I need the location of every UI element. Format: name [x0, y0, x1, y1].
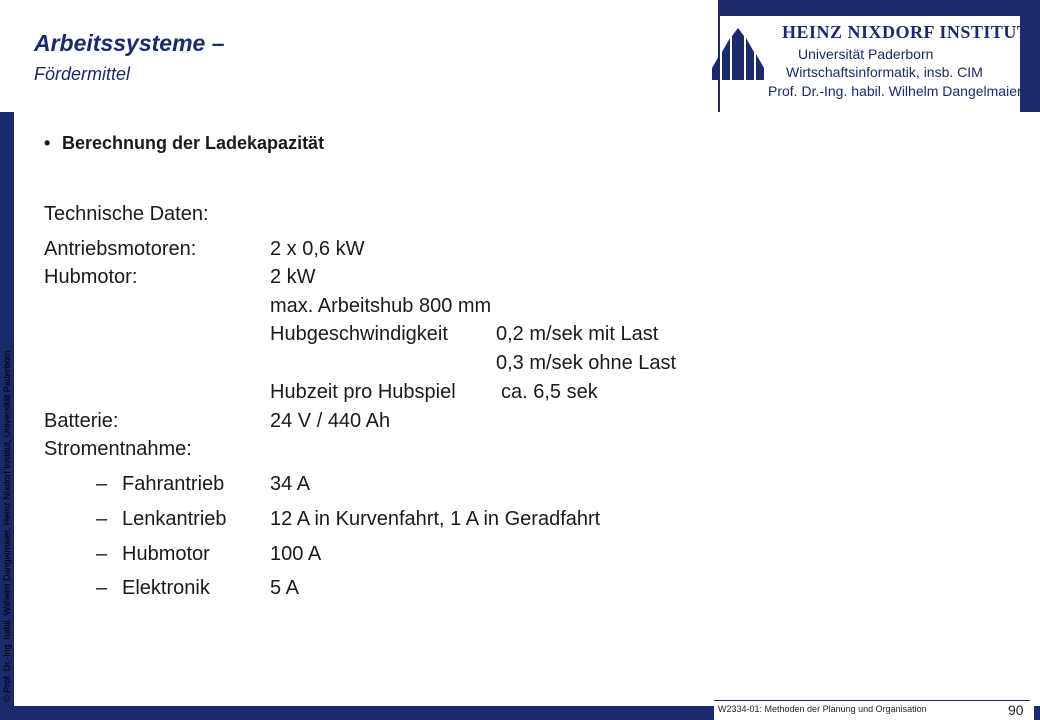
logo-institute-name: HEINZ NIXDORF INSTITUT: [782, 22, 1030, 42]
slide-subtitle: Fördermittel: [34, 64, 131, 84]
dash-marker: –: [96, 508, 108, 530]
spec-value: Hubzeit pro Hubspiel: [270, 381, 456, 403]
current-label: Elektronik: [122, 577, 210, 599]
spec-value: 2 x 0,6 kW: [270, 238, 365, 260]
dash-marker: –: [96, 577, 108, 599]
current-label: Hubmotor: [122, 543, 210, 565]
dash-marker: –: [96, 473, 108, 495]
logo-professor: Prof. Dr.-Ing. habil. Wilhelm Dangelmaier: [768, 83, 1022, 99]
spec-label: Antriebsmotoren:: [44, 238, 197, 260]
current-value: 100 A: [270, 543, 322, 565]
current-value: 34 A: [270, 473, 311, 495]
current-value: 12 A in Kurvenfahrt, 1 A in Geradfahrt: [270, 508, 601, 530]
current-label: Lenkantrieb: [122, 508, 227, 530]
current-value: 5 A: [270, 577, 299, 599]
spec-extra: 0,3 m/sek ohne Last: [496, 352, 677, 374]
spec-extra: 0,2 m/sek mit Last: [496, 323, 659, 345]
slide-title: Arbeitssysteme –: [34, 30, 225, 56]
spec-extra: ca. 6,5 sek: [501, 381, 598, 403]
spec-label: Hubmotor:: [44, 266, 138, 288]
dash-marker: –: [96, 543, 108, 565]
page-number: 90: [1008, 702, 1024, 718]
spec-value: Hubgeschwindigkeit: [270, 323, 448, 345]
spec-value: 24 V / 440 Ah: [270, 410, 391, 432]
current-label: Fahrantrieb: [122, 473, 225, 495]
section-label: Technische Daten:: [44, 203, 209, 225]
spec-value: 2 kW: [270, 266, 316, 288]
institute-logo-icon: [708, 28, 768, 84]
logo-university: Universität Paderborn: [798, 46, 934, 62]
footer-rule: [714, 700, 1030, 701]
bullet-text: Berechnung der Ladekapazität: [62, 133, 325, 153]
spec-label: Stromentnahme:: [44, 438, 192, 460]
spec-label: Batterie:: [44, 410, 119, 432]
bullet-heading: [44, 133, 324, 154]
bullet-marker: •: [44, 133, 51, 153]
logo-department: Wirtschaftsinformatik, insb. CIM: [786, 64, 983, 80]
footer-course: W2334-01: Methoden der Planung und Organisation: [718, 704, 927, 714]
copyright-text: © Prof. Dr.-Ing. habil. Wilhelm Dangelmaier, Heinz Nixdorf Institut, Universität Paderborn: [2, 350, 12, 702]
spec-value: max. Arbeitshub 800 mm: [270, 295, 492, 317]
